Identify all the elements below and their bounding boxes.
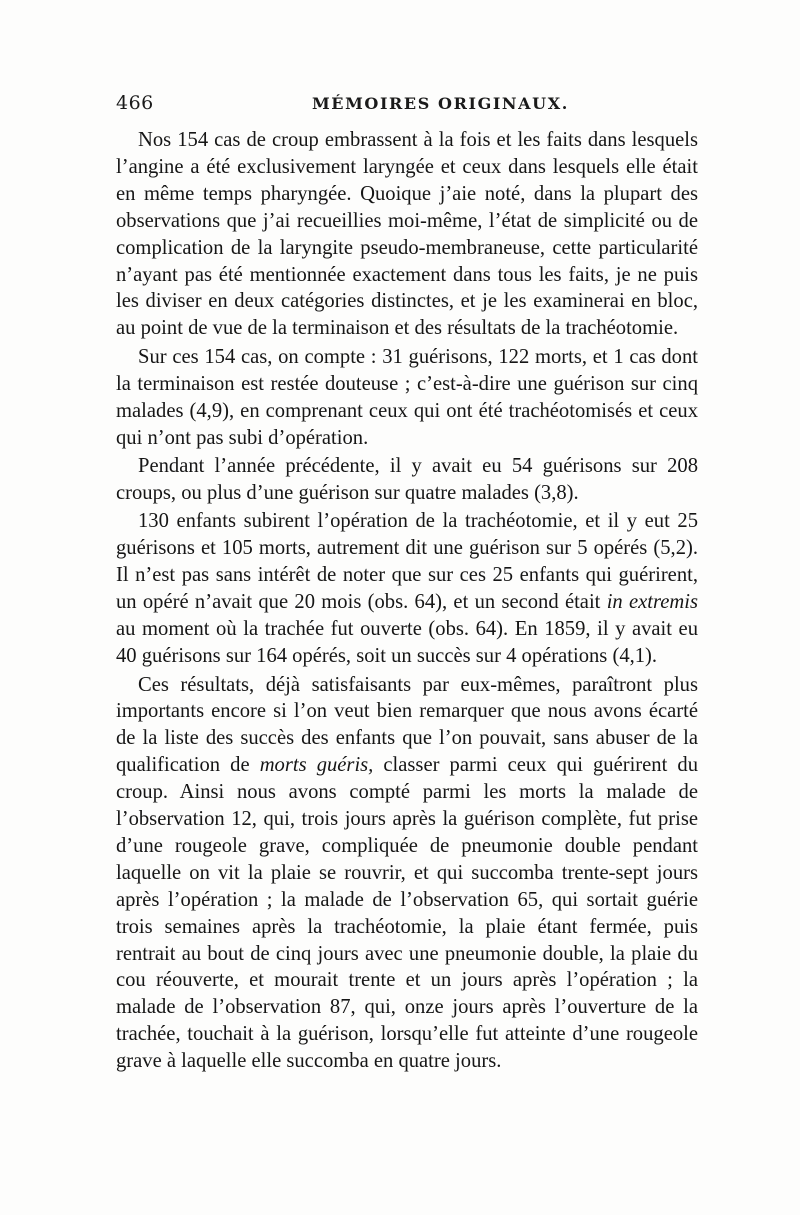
paragraph-4-text-before: 130 enfants subirent l’opération de la trachéotomie, et il y eut 25 guérisons et 105 morts, autrement dit une guérison sur 5 opérés (5,2). Il n’est pas sans intérêt de noter que sur ces 25 enfants qui guérirent, un opéré n’avait que 20 mois (obs. 64), et un second était (116, 510, 698, 614)
paragraph-5 (116, 672, 698, 1076)
paragraph-3: Pendant l’année précédente, il y avait eu 54 guérisons sur 208 croups, ou plus d’une guérison sur quatre malades (3,8). (116, 455, 698, 504)
paragraph-4-italic: in extremis (606, 591, 698, 614)
paragraph-1: Nos 154 cas de croup embrassent à la fois et les faits dans lesquels l’angine a été exclusivement laryngée et ceux dans lesquels elle était en même temps pharyngée. Quoique j’aie noté, dans la plupart des observations que j’ai recueillies moi-même, l’état de simplicité ou de complication de la laryngite pseudo-membraneuse, cette particularité n’ayant pas été mentionnée exactement dans tous les faits, je ne puis les diviser en deux catégories distinctes, et je les examinerai en bloc, au point de vue de la terminaison et des résultats de la trachéotomie. (116, 129, 698, 340)
paragraph-5-italic: morts guéris, (259, 754, 374, 777)
running-head: MÉMOIRES ORIGINAUX. (312, 94, 569, 113)
paragraph-4 (116, 508, 698, 669)
paragraph-2: Sur ces 154 cas, on compte : 31 guérisons, 122 morts, et 1 cas dont la terminaison est restée douteuse ; c’est-à-dire une guérison sur cinq malades (4,9), en comprenant ceux qui ont été trachéotomisés et ceux qui n’ont pas subi d’opération. (116, 345, 698, 449)
paragraph-4-text-after: au moment où la trachée fut ouverte (obs. 64). En 1859, il y avait eu 40 guérisons sur 164 opérés, soit un succès sur 4 opérations (4,1). (116, 618, 698, 667)
paragraph-5-text-after: classer parmi ceux qui guérirent du croup. Ainsi nous avons compté parmi les morts la malade de l’observation 12, qui, trois jours après la guérison complète, fut prise d’une rougeole grave, compliquée de pneumonie double pendant laquelle on vit la plaie se rouvrir, et qui succomba trente-sept jours après l’opération ; la malade de l’observation 65, qui sortait guérie trois semaines après la trachéotomie, la plaie étant fermée, puis rentrait au bout de cinq jours avec une pneumonie double, la plaie du cou réouverte, et mourait trente et un jours après l’opération ; la malade de l’observation 87, qui, onze jours après l’ouverture de la trachée, touchait à la guérison, lorsqu’elle fut atteinte d’une rougeole grave à laquelle elle succomba en quatre jours. (116, 754, 699, 1073)
page-header (116, 92, 696, 122)
paragraph-5-text-before: Ces résultats, déjà satisfaisants par eux-mêmes, paraîtront plus importants encore si l’on veut bien remarquer que nous avons écarté de la liste des succès des enfants que l’on pouvait, sans abuser de la qualification de (116, 673, 698, 777)
page-number: 466 (116, 92, 154, 114)
body-text (116, 127, 698, 1075)
